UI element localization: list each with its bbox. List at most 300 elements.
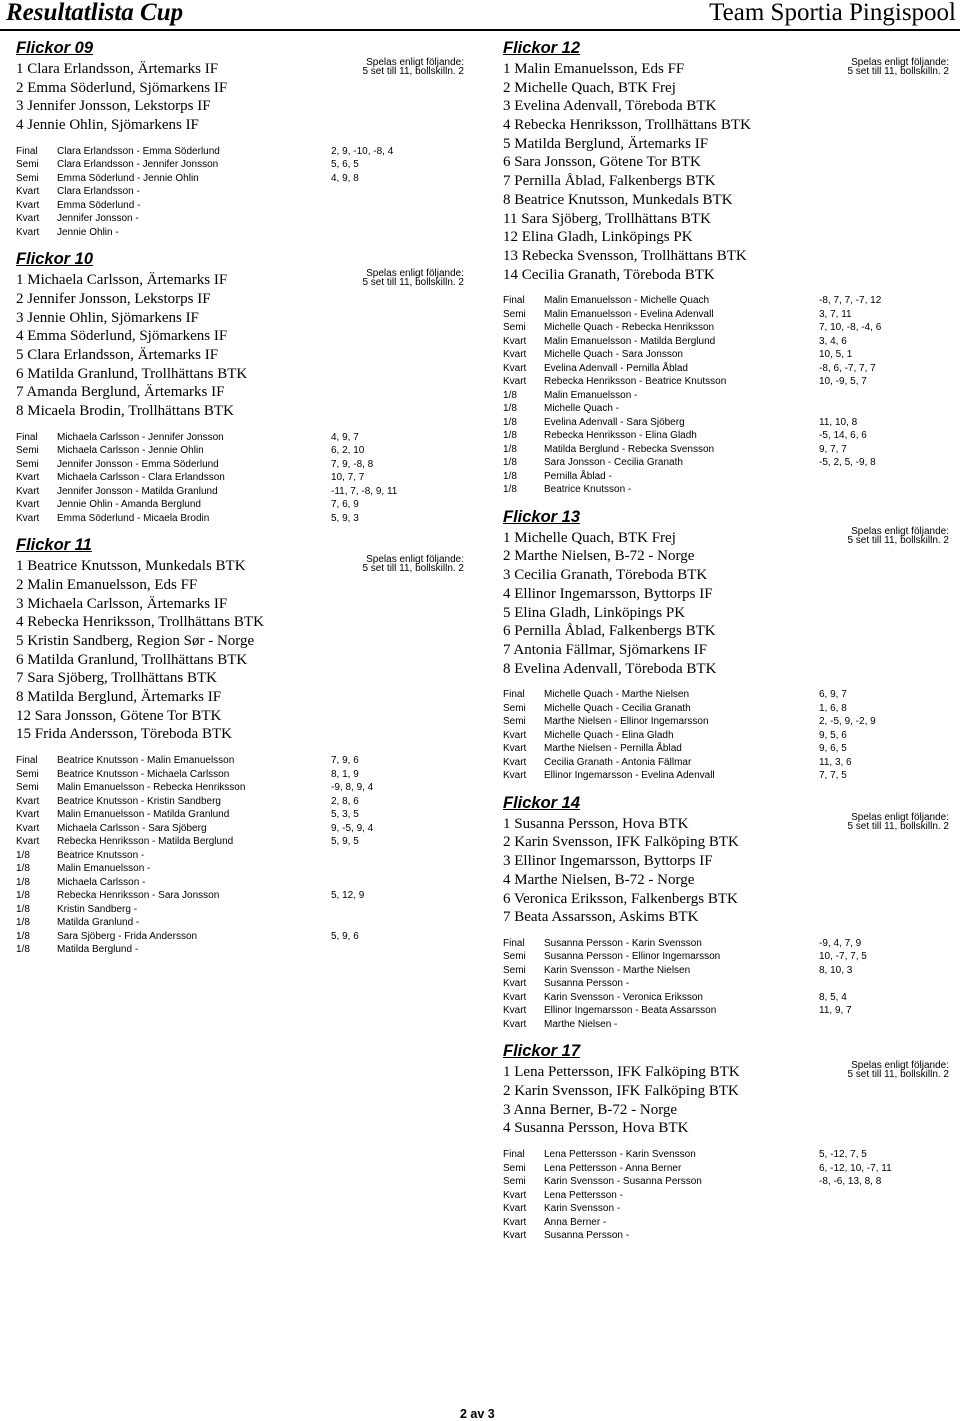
rules-notice-line: Spelas enligt följande: [851,811,949,823]
match-row [16,185,464,199]
rules-notice-line: Spelas enligt följande: [366,57,464,68]
rules-notice [847,813,949,831]
match-round: Kvart [16,809,40,821]
result-section [503,38,949,497]
match-score: -9, 4, 7, 9 [819,937,862,949]
match-players: Michelle Quach - [544,403,620,415]
match-round: 1/8 [503,389,517,401]
match-round: 1/8 [503,403,517,415]
standing-row: 2 Jennifer Jonsson, Lekstorps IF [16,290,211,307]
section-title: Flickor 10 [16,250,94,269]
match-players: Rebecka Henriksson - Elina Gladh [544,430,697,442]
match-row [16,835,464,849]
match-row [503,688,949,702]
match-row [503,1189,949,1203]
match-players: Michaela Carlsson - Jennifer Jonsson [57,431,224,443]
match-players: Rebecka Henriksson - Matilda Berglund [57,836,234,848]
match-round: Semi [16,782,39,794]
match-row [503,348,949,362]
match-players: Emma Söderlund - Jennie Ohlin [57,172,199,184]
match-score: 7, 9, -8, 8 [331,458,374,470]
match-score: 5, 6, 5 [331,159,359,171]
match-round: Semi [16,458,39,470]
standing-row: 5 Clara Erlandsson, Ärtemarks IF [16,347,219,363]
match-score: -9, 8, 9, 4 [331,782,374,794]
match-players: Sara Sjöberg - Frida Andersson [57,930,198,942]
rules-notice [362,58,464,76]
standings-list [503,525,949,679]
match-players: Marthe Nielsen - [544,1018,618,1030]
match-players: Matilda Granlund - [57,917,140,929]
match-players: Jennifer Jonsson - Matilda Granlund [57,485,218,497]
match-row [503,362,949,376]
match-row [503,742,949,756]
match-score: 6, -12, 10, -7, 11 [819,1162,892,1174]
match-row [16,754,464,768]
section-gap [503,497,949,507]
match-row [16,498,464,512]
match-players: Michelle Quach - Cecilia Granath [544,702,691,714]
match-row [16,903,464,917]
match-round: 1/8 [16,930,30,942]
match-players: Rebecka Henriksson - Beatrice Knutsson [544,376,727,388]
match-row [503,950,949,964]
match-players: Karin Svensson - Veronica Eriksson [544,991,703,1003]
match-players: Susanna Persson - [544,978,630,990]
standing-row: 4 Ellinor Ingemarsson, Byttorps IF [503,585,713,602]
match-list [503,688,949,783]
match-players: Susanna Persson - Ellinor Ingemarsson [544,951,721,963]
standing-row: 7 Beata Assarsson, Askims BTK [503,909,699,926]
match-round: Semi [16,159,39,171]
match-score: 10, -7, 7, 5 [819,951,867,963]
match-round: Kvart [16,822,40,834]
match-round: Final [503,937,525,949]
match-round: Kvart [503,335,527,347]
match-row [16,226,464,240]
rules-notice-line: Spelas enligt följande: [366,554,464,566]
match-players: Michelle Quach - Marthe Nielsen [544,689,690,701]
rules-notice [362,269,464,287]
match-score: 7, 6, 9 [331,499,359,511]
match-row [503,769,949,783]
match-players: Beatrice Knutsson - [544,484,632,496]
rules-notice-line: 5 set till 11, bollskilln. 2 [362,563,464,575]
match-round: Semi [503,716,526,728]
match-players: Rebecka Henriksson - Sara Jonsson [57,890,220,902]
standing-row: 2 Michelle Quach, BTK Frej [503,79,676,96]
match-row [503,1004,949,1018]
standing-row: 5 Kristin Sandberg, Region Sør - Norge [16,633,255,649]
match-round: Kvart [16,472,40,484]
match-round: 1/8 [16,917,30,929]
match-row [503,416,949,430]
match-players: Beatrice Knutsson - Michaela Carlsson [57,768,230,780]
match-row [16,808,464,822]
match-round: 1/8 [503,416,517,428]
match-players: Evelina Adenvall - Sara Sjöberg [544,416,685,428]
match-score: 9, -5, 9, 4 [331,822,374,834]
document-title: Resultatlista Cup [6,0,184,26]
match-players: Jennifer Jonsson - [57,213,139,225]
match-score: 5, 3, 5 [331,809,359,821]
match-players: Karin Svensson - [544,1203,621,1215]
match-score: 11, 10, 8 [819,416,858,428]
standing-row: 8 Beatrice Knutsson, Munkedals BTK [503,191,733,208]
match-round: Kvart [503,362,527,374]
match-row [16,145,464,159]
standing-row: 4 Emma Söderlund, Sjömarkens IF [16,328,228,345]
rules-notice-line: 5 set till 11, bollskilln. 2 [847,820,949,832]
match-score: 5, 9, 3 [331,512,359,524]
match-row [503,483,949,497]
standing-row: 6 Veronica Eriksson, Falkenbergs BTK [503,890,738,907]
match-round: Kvart [503,1005,527,1017]
match-score: 3, 7, 11 [819,308,852,320]
right-column [503,38,949,1243]
match-round: Kvart [503,729,527,741]
match-row [503,715,949,729]
match-players: Cecilia Granath - Antonia Fällmar [544,756,692,768]
match-players: Michelle Quach - Rebecka Henriksson [544,322,715,334]
match-round: 1/8 [16,849,30,861]
result-section [503,793,949,1032]
match-score: 10, 7, 7 [331,472,365,484]
match-round: Semi [16,445,39,457]
match-row [503,429,949,443]
match-score: 8, 10, 3 [819,964,853,976]
standing-row: 5 Matilda Berglund, Ärtemarks IF [503,135,709,152]
match-players: Beatrice Knutsson - Malin Emanuelsson [57,755,235,767]
match-players: Michelle Quach - Sara Jonsson [544,349,683,361]
standing-row: 2 Marthe Nielsen, B-72 - Norge [503,548,695,565]
standing-row: 3 Jennifer Jonsson, Lekstorps IF [16,98,211,115]
match-score: -8, 6, -7, 7, 7 [819,362,876,374]
match-round: Semi [16,768,39,780]
match-players: Malin Emanuelsson - Matilda Granlund [57,809,230,821]
rules-notice-line: Spelas enligt följande: [366,268,464,280]
match-score: 7, 7, 5 [819,770,847,782]
standing-row: 2 Emma Söderlund, Sjömarkens IF [16,79,228,96]
match-round: 1/8 [503,443,517,455]
match-list [503,1148,949,1243]
match-row [503,402,949,416]
match-round: Kvart [503,376,527,388]
match-row [16,158,464,172]
standing-row: 12 Sara Jonsson, Götene Tor BTK [16,707,222,724]
match-round: Semi [503,1176,526,1188]
match-row [503,702,949,716]
match-score: 3, 4, 6 [819,335,847,347]
match-players: Marthe Nielsen - Pernilla Åblad [544,743,682,755]
standing-row: 6 Matilda Granlund, Trollhättans BTK [16,651,248,668]
match-players: Kristin Sandberg - [57,903,138,915]
match-row [16,458,464,472]
page-number: 2 av 3 [460,1407,495,1421]
match-round: 1/8 [16,944,30,956]
match-players: Karin Svensson - Susanna Persson [544,1176,702,1188]
match-score: 5, 9, 6 [331,930,359,942]
match-row [503,756,949,770]
standing-row: 2 Malin Emanuelsson, Eds FF [16,576,198,593]
standing-row: 1 Clara Erlandsson, Ärtemarks IF [16,61,219,77]
match-players: Matilda Berglund - Rebecka Svensson [544,443,715,455]
match-row [16,781,464,795]
match-score: 2, 8, 6 [331,795,359,807]
match-score: 11, 9, 7 [819,1005,852,1017]
match-round: Kvart [503,1230,527,1242]
match-round: 1/8 [16,876,30,888]
section-gap [503,1031,949,1041]
section-title: Flickor 13 [503,507,581,526]
match-score: 1, 6, 8 [819,702,847,714]
match-row [16,916,464,930]
match-round: Kvart [16,499,40,511]
match-row [16,212,464,226]
result-section [16,535,464,956]
standing-row: 13 Rebecka Svensson, Trollhättans BTK [503,247,747,264]
match-score: 4, 9, 8 [331,172,359,184]
match-round: Semi [503,322,526,334]
match-round: Semi [16,172,39,184]
match-row [16,512,464,526]
match-players: Michaela Carlsson - [57,876,146,888]
match-players: Michaela Carlsson - Jennie Ohlin [57,445,204,457]
rules-notice-line: Spelas enligt följande: [851,525,949,537]
section-gap [16,525,464,535]
match-round: Semi [503,702,526,714]
match-round: Kvart [16,213,40,225]
match-players: Evelina Adenvall - Pernilla Åblad [544,362,688,374]
match-round: Final [503,295,525,307]
standing-row: 6 Pernilla Åblad, Falkenbergs BTK [503,623,716,640]
match-round: Kvart [16,485,40,497]
match-row [16,172,464,186]
match-row [503,321,949,335]
match-players: Karin Svensson - Marthe Nielsen [544,964,691,976]
match-players: Sara Jonsson - Cecilia Granath [544,457,683,469]
match-score: 8, 5, 4 [819,991,847,1003]
match-row [503,308,949,322]
match-score: 6, 9, 7 [819,689,847,701]
match-players: Malin Emanuelsson - [57,863,151,875]
match-players: Ellinor Ingemarsson - Evelina Adenvall [544,770,715,782]
standing-row: 8 Evelina Adenvall, Töreboda BTK [503,660,717,677]
match-score: 10, -9, 5, 7 [819,376,867,388]
standing-row: 11 Sara Sjöberg, Trollhättans BTK [503,210,711,227]
match-score: 2, -5, 9, -2, 9 [819,716,876,728]
match-round: Final [16,431,38,443]
standing-row: 3 Evelina Adenvall, Töreboda BTK [503,98,717,115]
match-score: 6, 2, 10 [331,445,365,457]
match-score: 8, 1, 9 [331,768,359,780]
match-players: Lena Pettersson - Anna Berner [544,1162,682,1174]
standing-row: 4 Rebecka Henriksson, Trollhättans BTK [16,614,264,631]
match-round: Semi [503,308,526,320]
match-players: Malin Emanuelsson - Rebecka Henriksson [57,782,246,794]
standing-row: 4 Rebecka Henriksson, Trollhättans BTK [503,117,751,134]
standing-row: 4 Susanna Persson, Hova BTK [503,1120,689,1137]
match-row [503,470,949,484]
match-row [16,849,464,863]
standing-row: 8 Matilda Berglund, Ärtemarks IF [16,689,222,706]
standing-row: 15 Frida Andersson, Töreboda BTK [16,726,232,743]
match-round: Kvart [503,991,527,1003]
match-row [503,1018,949,1032]
match-score: 9, 5, 6 [819,729,847,741]
match-players: Clara Erlandsson - [57,186,140,198]
match-round: Final [503,1149,525,1161]
match-row [16,199,464,213]
match-row [503,443,949,457]
match-round: Kvart [16,199,40,211]
match-row [503,294,949,308]
standing-row: 14 Cecilia Granath, Töreboda BTK [503,266,715,283]
match-players: Jennie Ohlin - [57,226,119,238]
rules-notice-line: 5 set till 11, bollskilln. 2 [847,66,949,77]
match-round: 1/8 [503,470,517,482]
rules-notice [847,1061,949,1079]
match-score: -5, 2, 5, -9, 8 [819,457,876,469]
match-round: Kvart [503,349,527,361]
standing-row: 6 Sara Jonsson, Götene Tor BTK [503,154,701,171]
match-round: 1/8 [503,484,517,496]
match-row [503,335,949,349]
standing-row: 1 Susanna Persson, Hova BTK [503,815,689,832]
match-round: Kvart [503,770,527,782]
match-row [16,485,464,499]
standing-row: 3 Michaela Carlsson, Ärtemarks IF [16,595,228,612]
match-row [503,456,949,470]
match-score: 4, 9, 7 [331,431,359,443]
match-round: Kvart [503,1203,527,1215]
match-players: Susanna Persson - Karin Svensson [544,937,702,949]
match-round: Kvart [16,512,40,524]
standing-row: 12 Elina Gladh, Linköpings PK [503,229,693,246]
match-row [503,1202,949,1216]
match-players: Anna Berner - [544,1216,607,1228]
match-row [16,943,464,957]
match-round: Kvart [503,1018,527,1030]
match-score: -5, 14, 6, 6 [819,430,867,442]
match-round: Kvart [503,1189,527,1201]
match-players: Malin Emanuelsson - Evelina Adenvall [544,308,714,320]
match-row [503,389,949,403]
section-title: Flickor 14 [503,793,581,812]
standing-row: 7 Amanda Berglund, Ärtemarks IF [16,384,225,401]
match-players: Beatrice Knutsson - [57,849,145,861]
match-round: Kvart [16,836,40,848]
match-row [503,1229,949,1243]
standing-row: 1 Malin Emanuelsson, Eds FF [503,61,685,77]
match-row [16,862,464,876]
page-header [0,0,960,31]
standing-row: 3 Ellinor Ingemarsson, Byttorps IF [503,853,713,870]
match-round: 1/8 [16,863,30,875]
standings-list [16,554,464,744]
match-players: Emma Söderlund - [57,199,141,211]
match-players: Michaela Carlsson - Clara Erlandsson [57,472,225,484]
match-score: 9, 7, 7 [819,443,847,455]
rules-notice-line: 5 set till 11, bollskilln. 2 [362,277,464,289]
match-players: Malin Emanuelsson - Michelle Quach [544,295,710,307]
match-round: Kvart [16,226,40,238]
match-round: Kvart [503,756,527,768]
match-round: Final [16,145,38,157]
match-round: Kvart [503,1216,527,1228]
rules-notice [847,58,949,76]
standing-row: 7 Pernilla Åblad, Falkenbergs BTK [503,173,716,190]
match-row [16,822,464,836]
club-name: Team Sportia Pingispool [709,0,956,26]
match-round: Semi [503,964,526,976]
standing-row: 1 Michaela Carlsson, Ärtemarks IF [16,272,228,289]
rules-notice-line: Spelas enligt följande: [851,57,949,68]
match-list [16,431,464,526]
standing-row: 1 Lena Pettersson, IFK Falköping BTK [503,1064,740,1081]
match-players: Pernilla Åblad - [544,470,612,482]
section-title: Flickor 09 [16,39,94,57]
standing-row: 7 Sara Sjöberg, Trollhättans BTK [16,670,217,687]
standing-row: 3 Anna Berner, B-72 - Norge [503,1101,678,1118]
match-players: Ellinor Ingemarsson - Beata Assarsson [544,1005,717,1017]
match-row [503,977,949,991]
match-list [16,754,464,957]
match-row [503,937,949,951]
standings-list [503,57,949,284]
match-row [503,964,949,978]
match-players: Michaela Carlsson - Sara Sjöberg [57,822,207,834]
standing-row: 3 Cecilia Granath, Töreboda BTK [503,567,708,584]
section-gap [503,783,949,793]
match-score: 5, 12, 9 [331,890,365,902]
match-score: 2, 9, -10, -8, 4 [331,145,394,157]
match-row [503,1162,949,1176]
match-round: Semi [503,1162,526,1174]
match-score: 9, 6, 5 [819,743,847,755]
match-row [16,768,464,782]
match-players: Clara Erlandsson - Jennifer Jonsson [57,159,219,171]
rules-notice-line: 5 set till 11, bollskilln. 2 [847,1069,949,1081]
standing-row: 4 Jennie Ohlin, Sjömarkens IF [16,117,199,134]
match-round: Final [503,689,525,701]
match-players: Emma Söderlund - Micaela Brodin [57,512,210,524]
match-row [16,889,464,903]
standing-row: 5 Elina Gladh, Linköpings PK [503,604,686,621]
match-players: Michelle Quach - Elina Gladh [544,729,674,741]
match-players: Matilda Berglund - [57,944,139,956]
match-score: 7, 10, -8, -4, 6 [819,322,882,334]
match-round: 1/8 [503,430,517,442]
match-score: 11, 3, 6 [819,756,852,768]
match-list [503,294,949,497]
match-row [16,876,464,890]
match-round: 1/8 [503,457,517,469]
rules-notice-line: 5 set till 11, bollskilln. 2 [362,66,464,77]
match-score: 7, 9, 6 [331,755,359,767]
match-players: Lena Pettersson - Karin Svensson [544,1149,696,1161]
standing-row: 3 Jennie Ohlin, Sjömarkens IF [16,309,199,326]
match-row [503,729,949,743]
result-section [503,1041,949,1242]
section-title: Flickor 11 [16,536,92,555]
result-section [503,507,949,783]
match-players: Jennifer Jonsson - Emma Söderlund [57,458,219,470]
standing-row: 4 Marthe Nielsen, B-72 - Norge [503,871,695,888]
match-players: Lena Pettersson - [544,1189,623,1201]
match-round: Semi [503,951,526,963]
match-score: 5, -12, 7, 5 [819,1149,867,1161]
